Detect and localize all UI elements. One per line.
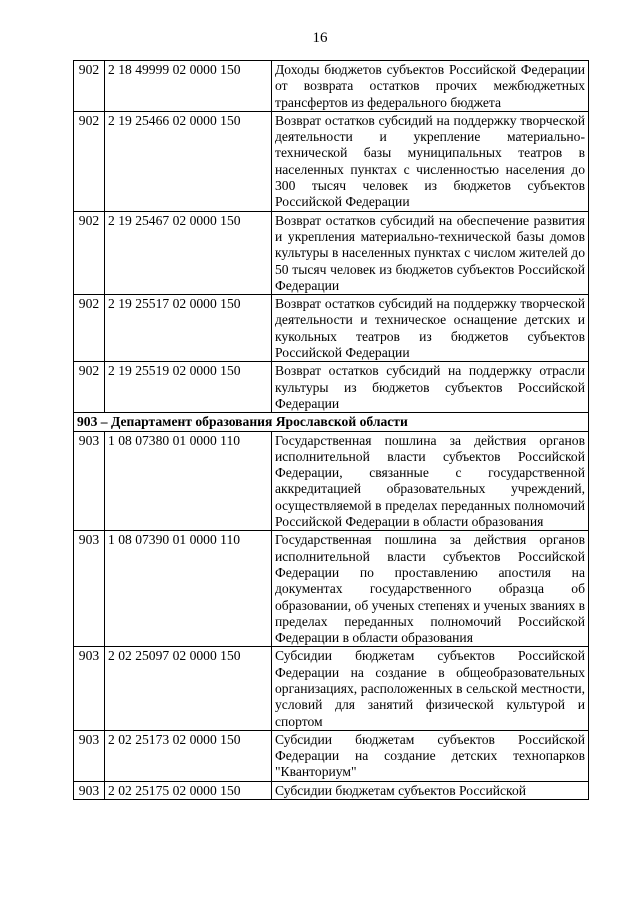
admin-code-cell: 902 — [74, 111, 105, 211]
income-name-cell: Доходы бюджетов субъектов Российской Федерации от возврата остатков прочих межбюджетных трансфертов из федерального бюджета — [272, 61, 589, 112]
table-row — [74, 61, 589, 112]
admin-code-cell: 902 — [74, 61, 105, 112]
income-code-cell: 2 19 25519 02 0000 150 — [105, 362, 272, 413]
income-code-cell: 1 08 07380 01 0000 110 — [105, 431, 272, 531]
table-row — [74, 295, 589, 362]
income-code-cell: 2 18 49999 02 0000 150 — [105, 61, 272, 112]
income-code-cell: 2 19 25466 02 0000 150 — [105, 111, 272, 211]
admin-code-cell: 902 — [74, 295, 105, 362]
table-row — [74, 431, 589, 531]
income-name-cell: Субсидии бюджетам субъектов Российской Федерации на создание в общеобразовательных организациях, расположенных в сельской местности, условий для занятий физической культурой и спортом — [272, 647, 589, 730]
income-code-cell: 2 02 25097 02 0000 150 — [105, 647, 272, 730]
admin-code-cell: 902 — [74, 362, 105, 413]
income-name-cell: Субсидии бюджетам субъектов Российской Федерации на создание детских технопарков "Кванториум" — [272, 730, 589, 781]
table-row — [74, 781, 589, 799]
income-code-cell: 2 19 25517 02 0000 150 — [105, 295, 272, 362]
income-code-cell: 2 02 25173 02 0000 150 — [105, 730, 272, 781]
income-name-cell: Государственная пошлина за действия органов исполнительной власти субъектов Российской Федерации, связанные с государственной аккредитацией образовательных учреждений, осуществляемой в пределах переданных полномочий Российской Федерации в области образования — [272, 431, 589, 531]
page-number: 16 — [312, 30, 328, 46]
income-name-cell: Возврат остатков субсидий на обеспечение развития и укрепления материально-технической базы домов культуры в населенных пунктах с числом жителей до 50 тысяч человек из бюджетов субъектов Российской Федерации — [272, 211, 589, 294]
income-codes-table — [73, 60, 589, 800]
income-name-cell: Возврат остатков субсидий на поддержку творческой деятельности и укрепление материально-технической базы муниципальных театров в населенных пунктах с численностью населения до 300 тысяч человек из бюджетов субъектов Российской Федерации — [272, 111, 589, 211]
admin-code-cell: 903 — [74, 781, 105, 799]
admin-code-cell: 902 — [74, 211, 105, 294]
table-row — [74, 211, 589, 294]
section-title: 903 – Департамент образования Ярославской области — [74, 413, 589, 431]
admin-code-cell: 903 — [74, 730, 105, 781]
admin-code-cell: 903 — [74, 531, 105, 647]
income-code-cell: 2 19 25467 02 0000 150 — [105, 211, 272, 294]
section-header-row — [74, 413, 589, 431]
admin-code-cell: 903 — [74, 647, 105, 730]
table-row — [74, 730, 589, 781]
income-code-cell: 1 08 07390 01 0000 110 — [105, 531, 272, 647]
income-name-cell: Субсидии бюджетам субъектов Российской — [272, 781, 589, 799]
table-row — [74, 111, 589, 211]
income-name-cell: Возврат остатков субсидий на поддержку отрасли культуры из бюджетов субъектов Российской Федерации — [272, 362, 589, 413]
income-code-cell: 2 02 25175 02 0000 150 — [105, 781, 272, 799]
table-row — [74, 531, 589, 647]
income-name-cell: Государственная пошлина за действия органов исполнительной власти субъектов Российской Федерации по проставлению апостиля на документах государственного образца об образовании, об ученых степенях и ученых званиях в пределах переданных полномочий Российской Федерации в области образования — [272, 531, 589, 647]
table-row — [74, 362, 589, 413]
table-row — [74, 647, 589, 730]
income-name-cell: Возврат остатков субсидий на поддержку творческой деятельности и техническое оснащение детских и кукольных театров из бюджетов субъектов Российской Федерации — [272, 295, 589, 362]
admin-code-cell: 903 — [74, 431, 105, 531]
